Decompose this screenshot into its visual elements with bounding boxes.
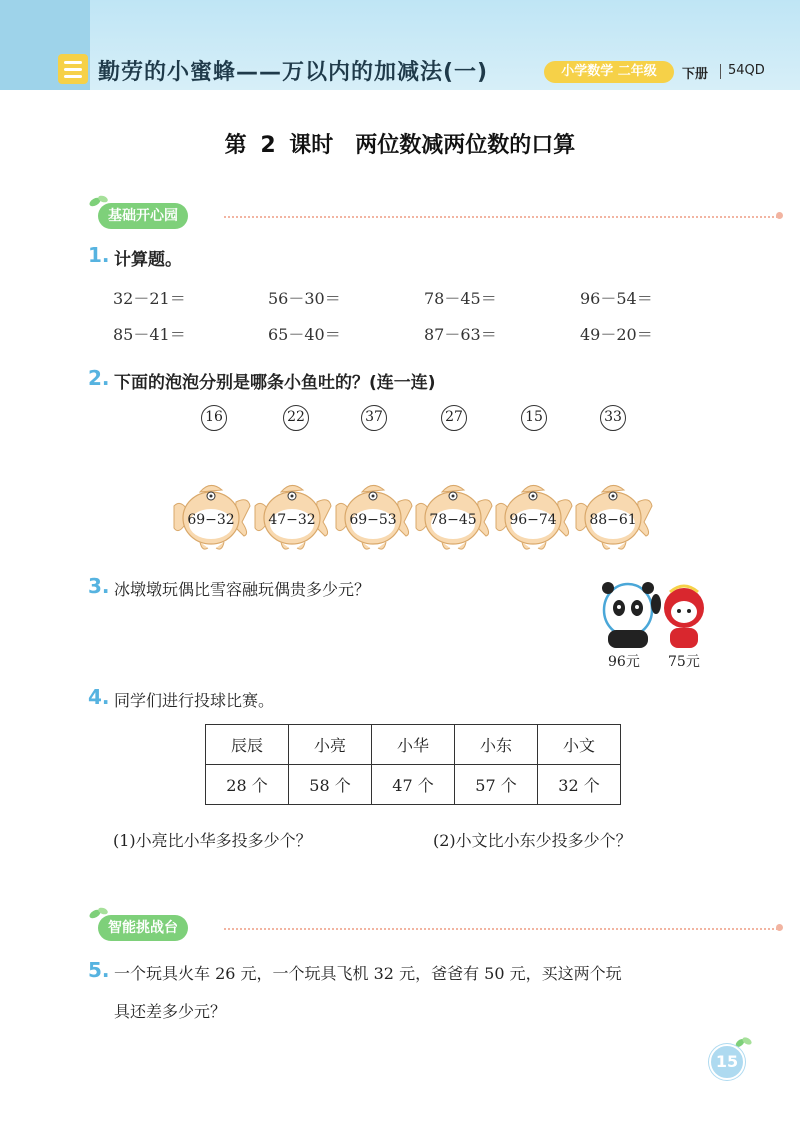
fish-expression: 69−53 [349, 512, 397, 528]
q1-expr: 32－21＝ [113, 289, 186, 308]
lesson-title: 第 2 课时 两位数减两位数的口算 [224, 133, 576, 158]
page-header [0, 0, 800, 90]
table-cell: 辰辰 [206, 725, 289, 765]
fish-expression: 69−32 [187, 512, 235, 528]
table-cell: 58 个 [289, 765, 372, 805]
table-row [206, 725, 621, 765]
unit-title: 勤劳的小蜜蜂——万以内的加减法(一) [98, 60, 489, 85]
header-divider [720, 64, 721, 79]
fish[interactable] [492, 478, 574, 556]
q3-text: 冰墩墩玩偶比雪容融玩偶贵多少元？ [114, 580, 371, 599]
q1-expr: 85－41＝ [113, 325, 186, 344]
q5-number: 5. [88, 958, 110, 982]
q1-expr: 96－54＝ [580, 289, 653, 308]
panda-mascot-icon [590, 580, 720, 650]
price-right: 75元 [668, 654, 700, 670]
q1-expr: 49－20＝ [580, 325, 653, 344]
q1-text: 计算题。 [114, 250, 182, 270]
q1-expr: 56－30＝ [268, 289, 341, 308]
fish-expression: 78−45 [429, 512, 477, 528]
q5-text-line1: 一个玩具火车 26 元，一个玩具飞机 32 元，爸爸有 50 元，买这两个玩 [114, 964, 622, 983]
volume-label: 下册 [682, 67, 709, 82]
fish-expression: 96−74 [509, 512, 557, 528]
table-cell: 小文 [538, 725, 621, 765]
q4-subquestion-1: (1)小亮比小华多投多少个？ [113, 831, 312, 850]
bubble[interactable]: 27 [441, 405, 467, 431]
fish[interactable] [572, 478, 654, 556]
section-challenge-label: 智能挑战台 [98, 915, 188, 941]
mascot-illustration [590, 580, 720, 670]
divider-end-dot [776, 924, 783, 931]
score-table [205, 724, 621, 805]
q4-number: 4. [88, 685, 110, 709]
bubble[interactable]: 22 [283, 405, 309, 431]
table-row [206, 765, 621, 805]
table-cell: 28 个 [206, 765, 289, 805]
table-cell: 57 个 [455, 765, 538, 805]
bubble[interactable]: 15 [521, 405, 547, 431]
q2-text: 下面的泡泡分别是哪条小鱼吐的？(连一连) [114, 373, 436, 393]
q3-number: 3. [88, 574, 110, 598]
fish[interactable] [170, 478, 252, 556]
page-number: 15 [709, 1044, 745, 1080]
dotted-divider [224, 928, 778, 930]
table-cell: 32 个 [538, 765, 621, 805]
dotted-divider [224, 216, 778, 218]
q4-subquestion-2: (2)小文比小东少投多少个？ [433, 831, 632, 850]
bubble[interactable]: 37 [361, 405, 387, 431]
bubble[interactable]: 33 [600, 405, 626, 431]
q1-expr: 65－40＝ [268, 325, 341, 344]
divider-end-dot [776, 212, 783, 219]
q1-number: 1. [88, 243, 110, 267]
table-cell: 小华 [372, 725, 455, 765]
section-basic-label: 基础开心园 [98, 203, 188, 229]
fish-expression: 47−32 [268, 512, 316, 528]
grade-badge: 小学数学 二年级 [544, 61, 674, 83]
table-cell: 小亮 [289, 725, 372, 765]
q4-text: 同学们进行投球比赛。 [114, 691, 275, 710]
table-cell: 47 个 [372, 765, 455, 805]
q5-text-line2: 具还差多少元？ [114, 1002, 227, 1021]
q2-number: 2. [88, 366, 110, 390]
fish[interactable] [332, 478, 414, 556]
q1-expr: 78－45＝ [424, 289, 497, 308]
menu-icon [58, 54, 88, 84]
book-code: 54QD [728, 63, 765, 78]
fish-expression: 88−61 [589, 512, 637, 528]
fish[interactable] [412, 478, 494, 556]
fish[interactable] [251, 478, 333, 556]
q1-expr: 87－63＝ [424, 325, 497, 344]
price-left: 96元 [608, 654, 640, 670]
bubble[interactable]: 16 [201, 405, 227, 431]
table-cell: 小东 [455, 725, 538, 765]
